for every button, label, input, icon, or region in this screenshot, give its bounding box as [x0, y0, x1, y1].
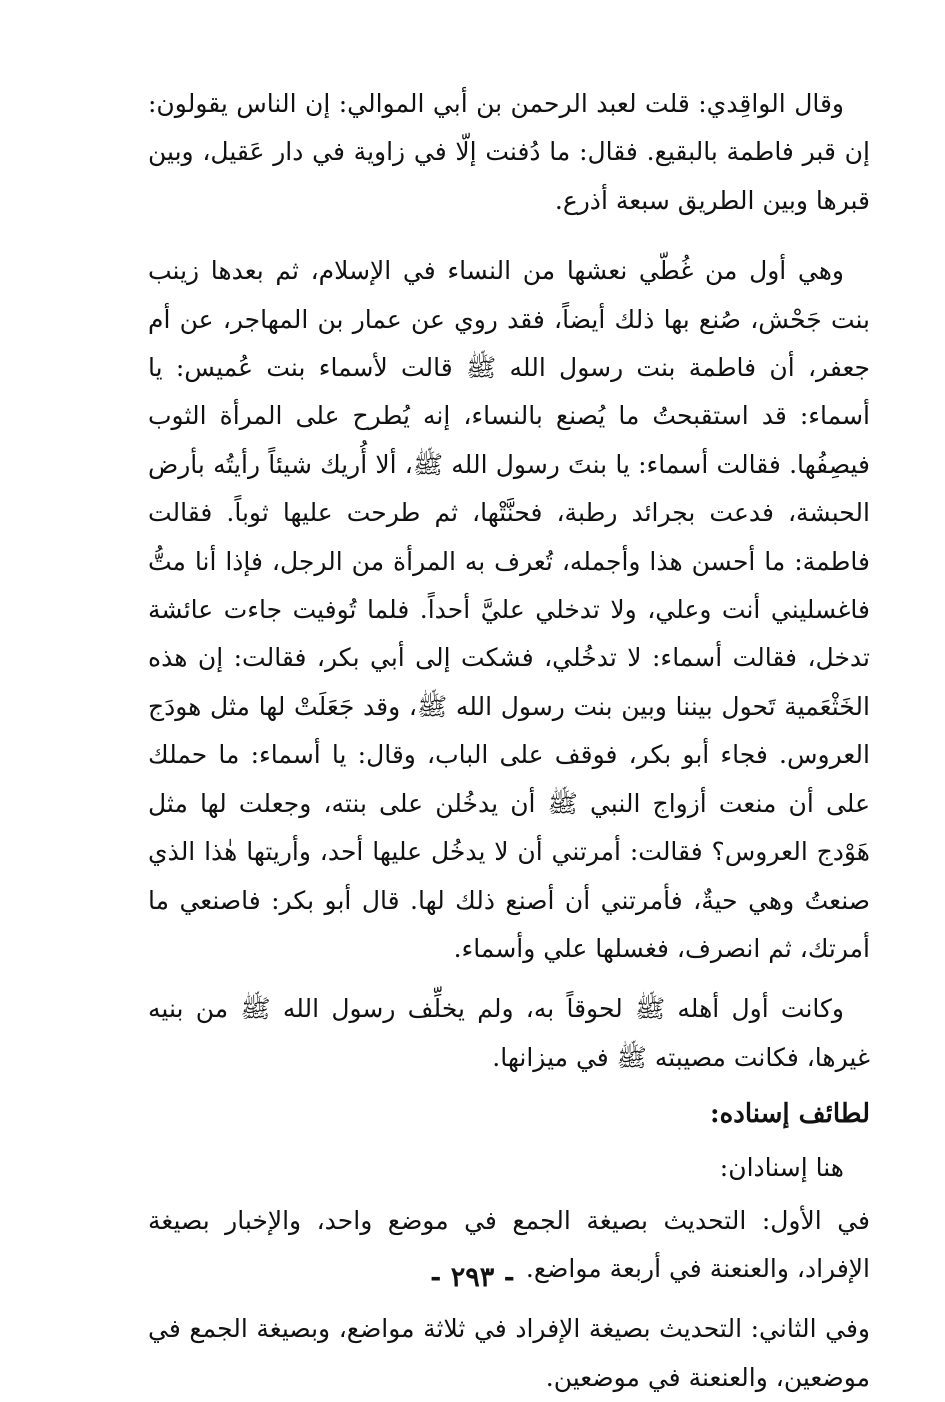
paragraph-two-chains: هنا إسنادان: [719, 1153, 844, 1183]
paragraph-waqidi-grave: وقال الواقِدي: قلت لعبد الرحمن بن أبي الموالي: إن الناس يقولون: إن قبر فاطمة بالبقيع. فقال: ما دُفنت إلّا في زاوية في دار عَقيل، وبين قبرها وبين الطريق سبعة أذرع. [148, 89, 870, 215]
paragraph-covered-bier: وهي أول من غُطّي نعشها من النساء في الإسلام، ثم بعدها زينب بنت جَحْش، صُنع بها ذلك أيضاً، فقد روي عن عمار بن المهاجر، عن أم جعفر، أن فاطمة بنت رسول الله ﷺ قالت لأسماء بنت عُميس: يا أسماء: قد استقبحتُ ما يُصنع بالنساء، إنه يُطرح على المرأة الثوب فيصِفُها. فقالت أسماء: يا بنتَ رسول الله ﷺ، ألا أُريك شيئاً رأيتُه بأرض الحبشة، فدعت بجرائد رطبة، فحنَّتْها، ثم طرحت عليها ثوباً. فقالت فاطمة: ما أحسن هذا وأجمله، تُعرف به المرأة من الرجل، فإذا أنا متُّ فاغسليني أنت وعلي، ولا تدخلي عليَّ أحداً. فلما تُوفيت جاءت عائشة تدخل، فقالت أسماء: لا تدخُلي، فشكت إلى أبي بكر، فقالت: إن هذه الخَثْعَمية تَحول بيننا وبين بنت رسول الله ﷺ، وقد جَعَلَتْ لها مثل هودَج العروس. فجاء أبو بكر، فوقف على الباب، وقال: يا أسماء: ما حملك على أن منعت أزواج النبي ﷺ أن يدخُلن على بنته، وجعلت لها مثل هَوْدج العروس؟ فقالت: أمرتني أن لا يدخُل عليها أحد، وأريتها هٰذا الذي صنعتُ وهي حيةٌ، فأمرتني أن أصنع ذلك لها. قال أبو بكر: فاصنعي ما أمرتك، ثم انصرف، فغسلها علي وأسماء. [148, 256, 870, 963]
section-heading: لطائف إسناده: [710, 1099, 870, 1130]
page-body [148, 80, 870, 1392]
page-number: - ٢٩٣ - [430, 1262, 515, 1293]
paragraph-first-to-join: وكانت أول أهله ﷺ لحوقاً به، ولم يخلِّف رسول الله ﷺ من بنيه غيرها، فكانت مصيبته ﷺ في ميزانها. [148, 994, 870, 1072]
paragraph-first-chain: في الأول: التحديث بصيغة الجمع في موضع واحد، والإخبار بصيغة الإفراد، والعنعنة في أربعة مواضع. [148, 1205, 870, 1283]
paragraph-second-chain: وفي الثاني: التحديث بصيغة الإفراد في ثلاثة مواضع، وبصيغة الجمع في موضعين، والعنعنة في موضعين. [148, 1314, 870, 1392]
